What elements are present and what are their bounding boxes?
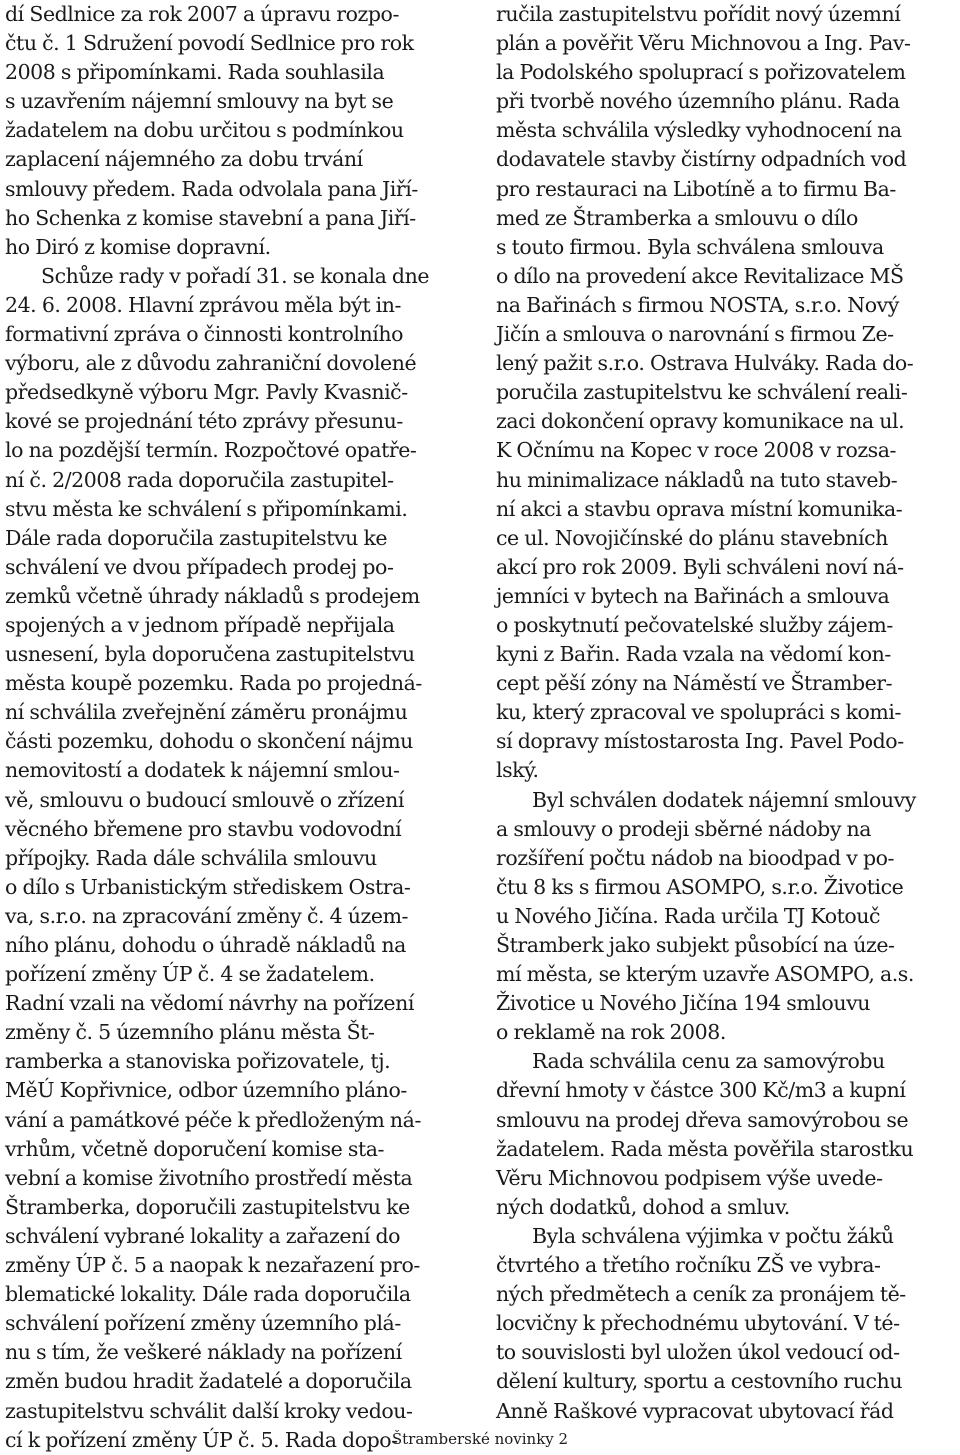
text-line: zaplacení nájemného za dobu trvání: [5, 147, 363, 172]
text-line: hu minimalizace nákladů na tuto staveb-: [496, 467, 898, 492]
text-line: smlouvy předem. Rada odvolala pana Jiří-: [5, 176, 418, 201]
text-line: sí dopravy místostarosta Ing. Pavel Podo-: [496, 729, 904, 754]
text-line: kyni z Bařin. Rada vzala na vědomí kon-: [496, 642, 891, 667]
text-line: zaci dokončení opravy komunikace na ul.: [496, 409, 905, 434]
text-line: při tvorbě nového územního plánu. Rada: [496, 89, 900, 114]
text-line: plán a pověřit Věru Michnovou a Ing. Pav-: [496, 31, 911, 56]
text-line: usnesení, byla doporučena zastupitelstvu: [5, 642, 415, 667]
text-line: ního plánu, dohodu o úhradě nákladů na: [5, 933, 406, 957]
text-line: va, s.r.o. na zpracování změny č. 4 územ-: [5, 903, 409, 928]
text-line: předsedkyně výboru Mgr. Pavly Kvasnič-: [5, 380, 408, 405]
text-line: dodavatele stavby čistírny odpadních vod: [496, 147, 907, 172]
text-line: čtu 8 ks s firmou ASOMPO, s.r.o. Životice: [496, 874, 904, 899]
text-line: blematické lokality. Dále rada doporučila: [5, 1282, 411, 1307]
text-line: o dílo s Urbanistickým střediskem Ostra-: [5, 874, 411, 899]
text-line: schválení vybrané lokality a zařazení do: [5, 1223, 401, 1248]
text-line: dí Sedlnice za rok 2007 a úpravu rozpo-: [5, 2, 399, 26]
text-line: stvu města ke schválení s připomínkami.: [5, 496, 408, 521]
text-line: ní akci a stavbu oprava místní komunika-: [496, 496, 903, 521]
text-line: mí města, se kterým uzavře ASOMPO, a.s.: [496, 962, 914, 987]
text-line: MěÚ Kopřivnice, odbor územního pláno-: [5, 1078, 407, 1103]
text-line: kové se projednání této zprávy přesunu-: [5, 409, 403, 434]
text-line: Životice u Nového Jičína 194 smlouvu: [496, 991, 870, 1016]
text-line: lo na pozdější termín. Rozpočtové opatře-: [5, 438, 417, 463]
text-line: ní č. 2/2008 rada doporučila zastupitel-: [5, 467, 394, 492]
text-line: Dále rada doporučila zastupitelstvu ke: [5, 525, 388, 550]
text-line: rozšíření počtu nádob na bioodpad v po-: [496, 845, 895, 870]
text-line: med ze Štramberka a smlouvu o dílo: [496, 205, 858, 230]
text-line: spojených a v jednom případě nepřijala: [5, 612, 395, 637]
text-line: s touto firmou. Byla schválena smlouva: [496, 234, 884, 259]
text-line: ramberka a stanoviska pořizovatele, tj.: [5, 1049, 391, 1074]
text-line: čtu č. 1 Sdružení povodí Sedlnice pro rok: [5, 31, 414, 56]
text-line: změny ÚP č. 5 a naopak k nezařazení pro-: [5, 1253, 420, 1278]
text-line: žadatelem. Rada města pověřila starostku: [496, 1136, 914, 1161]
text-line: lený pažit s.r.o. Ostrava Hulváky. Rada do-: [496, 351, 914, 376]
text-line: vební a komise životního prostředí města: [5, 1165, 413, 1190]
text-line: Štramberk jako subjekt působící na úze-: [496, 933, 895, 957]
text-line: a smlouvy o prodeji sběrné nádoby na: [496, 816, 872, 841]
page-footer: Štramberské novinky 2: [391, 1430, 569, 1448]
text-line: ných předmětech a ceník za pronájem tě-: [496, 1282, 906, 1307]
text-line: cept pěší zóny na Náměstí ve Štramber-: [496, 671, 893, 696]
text-line: Byla schválena výjimka v počtu žáků: [532, 1223, 894, 1248]
text-line: 24. 6. 2008. Hlavní zprávou měla být in-: [5, 292, 402, 317]
text-line: Byl schválen dodatek nájemní smlouvy: [532, 787, 916, 812]
text-line: la Podolského spoluprací s pořizovatelem: [496, 60, 906, 85]
text-line: Radní vzali na vědomí návrhy na pořízení: [5, 991, 414, 1016]
text-line: to souvislosti byl uložen úkol vedoucí od-: [496, 1340, 900, 1365]
text-line: o reklamě na rok 2008.: [496, 1020, 726, 1045]
text-line: přípojky. Rada dále schválila smlouvu: [5, 845, 377, 870]
text-line: nemovitostí a dodatek k nájemní smlou-: [5, 758, 400, 783]
text-line: ní schválila zveřejnění záměru pronájmu: [5, 700, 408, 725]
text-line: cí k pořízení změny ÚP č. 5. Rada dopo-: [5, 1427, 398, 1452]
article-column-right: [496, 0, 958, 1426]
text-line: věcného břemene pro stavbu vodovodní: [5, 816, 402, 841]
article-column-left: [5, 0, 467, 1455]
text-line: 2008 s připomínkami. Rada souhlasila: [5, 60, 385, 85]
text-line: smlouvu na prodej dřeva samovýrobou se: [496, 1107, 909, 1132]
text-line: ho Diró z komise dopravní.: [5, 234, 271, 259]
text-line: lský.: [496, 758, 539, 783]
text-line: změny č. 5 územního plánu města Št-: [5, 1020, 375, 1045]
text-line: schválení pořízení změny územního plá-: [5, 1311, 401, 1336]
text-line: ce ul. Novojičínské do plánu stavebních: [496, 525, 888, 550]
text-line: dělení kultury, sportu a cestovního ruchu: [496, 1369, 903, 1394]
text-line: ných dodatků, dohod a smluv.: [496, 1194, 790, 1219]
text-line: vě, smlouvu o budoucí smlouvě o zřízení: [5, 787, 404, 812]
text-line: pořízení změny ÚP č. 4 se žadatelem.: [5, 962, 375, 987]
text-line: u Nového Jičína. Rada určila TJ Kotouč: [496, 903, 881, 928]
text-line: žadatelem na dobu určitou s podmínkou: [5, 118, 404, 143]
text-line: ku, který zpracoval ve spolupráci s komi-: [496, 700, 901, 725]
text-line: čtvrtého a třetího ročníku ZŠ ve vybra-: [496, 1253, 881, 1278]
text-line: vání a památkové péče k předloženým ná-: [5, 1107, 421, 1132]
text-line: K Očnímu na Kopec v roce 2008 v rozsa-: [496, 438, 897, 463]
text-line: ho Schenka z komise stavební a pana Jiří-: [5, 205, 416, 230]
text-line: na Bařinách s firmou NOSTA, s.r.o. Nový: [496, 292, 899, 317]
text-line: dřevní hmoty v částce 300 Kč/m3 a kupní: [496, 1078, 906, 1103]
text-line: Rada schválila cenu za samovýrobu: [532, 1049, 885, 1074]
text-line: ručila zastupitelstvu pořídit nový územní: [496, 2, 901, 26]
text-line: zemků včetně úhrady nákladů s prodejem: [5, 583, 420, 608]
text-line: pro restauraci na Libotíně a to firmu Ba-: [496, 176, 896, 201]
text-line: jemníci v bytech na Bařinách a smlouva: [496, 583, 890, 608]
text-line: výboru, ale z důvodu zahraniční dovolené: [5, 351, 417, 376]
text-line: akcí pro rok 2009. Byli schváleni noví ná-: [496, 554, 904, 579]
text-line: Schůze rady v pořadí 31. se konala dne: [41, 263, 430, 288]
text-line: Štramberka, doporučili zastupitelstvu ke: [5, 1194, 410, 1219]
text-line: schválení ve dvou případech prodej po-: [5, 554, 394, 579]
text-line: s uzavřením nájemní smlouvy na byt se: [5, 89, 394, 114]
text-line: města schválila výsledky vyhodnocení na: [496, 118, 902, 143]
text-line: poručila zastupitelstvu ke schválení reali-: [496, 380, 908, 405]
text-line: nu s tím, že veškeré náklady na pořízení: [5, 1340, 402, 1365]
text-line: Jičín a smlouva o narovnání s firmou Ze-: [496, 322, 894, 347]
text-line: o dílo na provedení akce Revitalizace MŠ: [496, 263, 904, 288]
text-line: města koupě pozemku. Rada po projedná-: [5, 671, 422, 696]
text-line: Anně Raškové vypracovat ubytovací řád: [496, 1398, 894, 1423]
text-line: části pozemku, dohodu o skončení nájmu: [5, 729, 413, 754]
text-line: změn budou hradit žadatelé a doporučila: [5, 1369, 412, 1394]
text-line: locvičny k přechodnému ubytování. V té-: [496, 1311, 900, 1336]
text-line: Věru Michnovou podpisem výše uvede-: [496, 1165, 883, 1190]
text-line: vrhům, včetně doporučení komise sta-: [5, 1136, 384, 1161]
text-line: o poskytnutí pečovatelské služby zájem-: [496, 612, 893, 637]
text-line: formativní zpráva o činnosti kontrolního: [5, 322, 403, 347]
text-line: zastupitelstvu schválit další kroky vedou-: [5, 1398, 413, 1423]
